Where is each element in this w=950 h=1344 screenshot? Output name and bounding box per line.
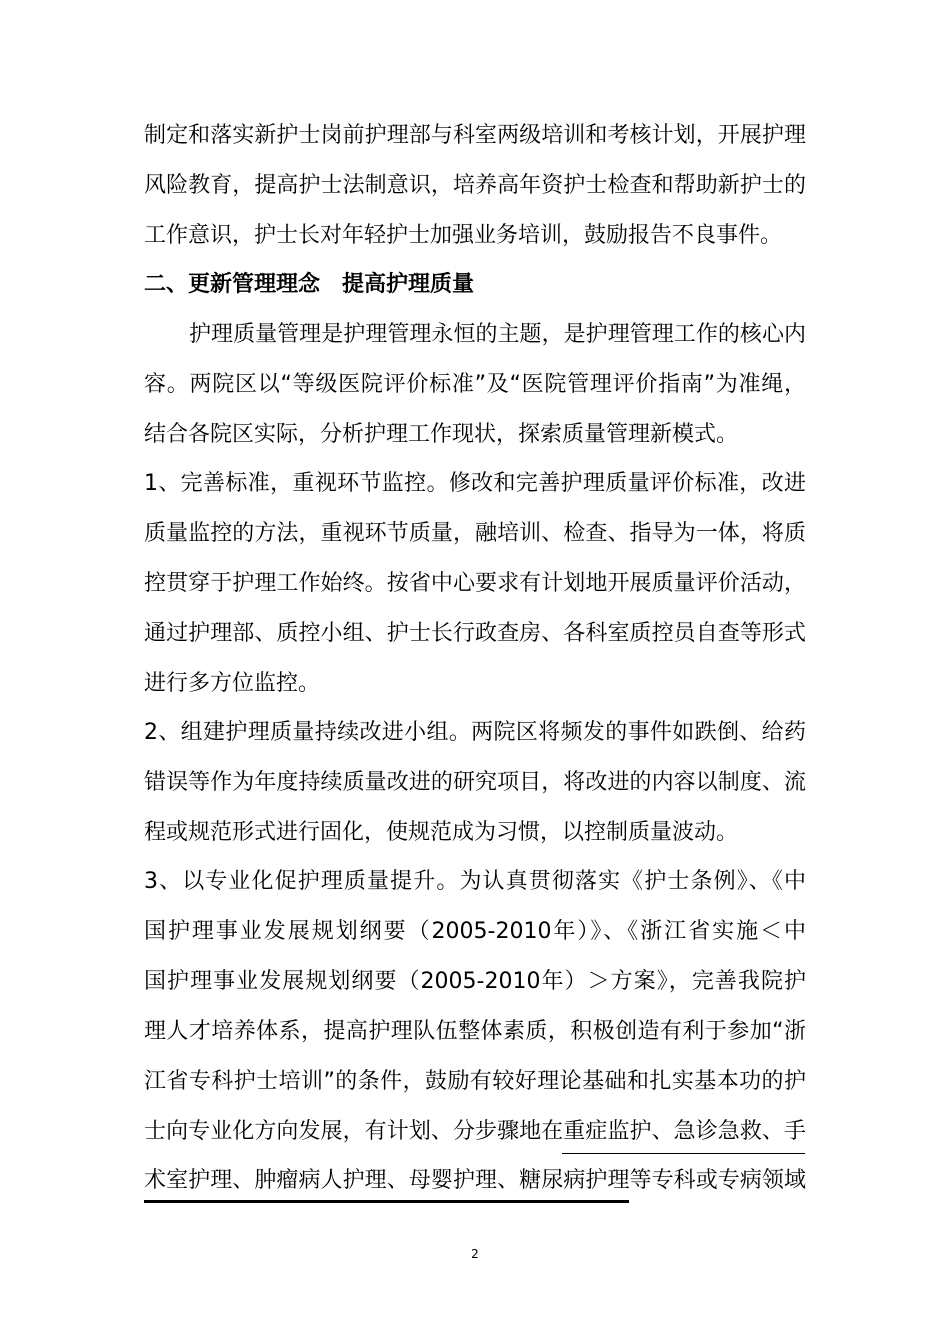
list-item-line: 控贯穿于护理工作始终。按省中心要求有计划地开展质量评价活动， bbox=[144, 571, 806, 596]
page-number: 2 bbox=[471, 1247, 479, 1261]
list-item-line: 程或规范形式进行固化，使规范成为习惯，以控制质量波动。 bbox=[144, 820, 739, 845]
list-item-line: 2、组建护理质量持续改进小组。两院区将频发的事件如跌倒、给药 bbox=[144, 720, 806, 745]
paragraph-line: 制定和落实新护士岗前护理部与科室两级培训和考核计划，开展护理 bbox=[144, 123, 806, 148]
list-item-line: 国护理事业发展规划纲要（2005-2010年）＞方案》，完善我院护 bbox=[144, 969, 806, 994]
paragraph-line: 容。两院区以“等级医院评价标准”及“医院管理评价指南”为准绳， bbox=[144, 372, 806, 397]
list-item-line: 士向专业化方向发展，有计划、分步骤地在重症监护、急诊急救、手 bbox=[144, 1119, 806, 1144]
list-item-line: 1、完善标准，重视环节监控。修改和完善护理质量评价标准，改进 bbox=[144, 471, 806, 496]
list-item-line: 错误等作为年度持续质量改进的研究项目，将改进的内容以制度、流 bbox=[144, 770, 806, 795]
list-item-line: 术室护理、肿瘤病人护理、母婴护理、糖尿病护理等专科或专病领域 bbox=[144, 1168, 806, 1193]
paragraph-line: 风险教育，提高护士法制意识，培养高年资护士检查和帮助新护士的 bbox=[144, 173, 806, 198]
paragraph-line: 结合各院区实际，分析护理工作现状，探索质量管理新模式。 bbox=[144, 422, 739, 447]
separator-line-thin bbox=[562, 1153, 805, 1154]
list-item-line: 进行多方位监控。 bbox=[144, 671, 321, 696]
list-item-line: 国护理事业发展规划纲要（2005-2010年）》、《浙江省实施＜中 bbox=[144, 919, 806, 944]
list-item-line: 通过护理部、质控小组、护士长行政查房、各科室质控员自查等形式 bbox=[144, 621, 806, 646]
section-heading: 二、更新管理理念 提高护理质量 bbox=[144, 272, 475, 297]
list-item-line: 江省专科护士培训”的条件，鼓励有较好理论基础和扎实基本功的护 bbox=[144, 1069, 806, 1094]
list-item-line: 质量监控的方法，重视环节质量，融培训、检查、指导为一体，将质 bbox=[144, 521, 806, 546]
separator-line-thick bbox=[144, 1200, 629, 1203]
paragraph-line: 护理质量管理是护理管理永恒的主题，是护理管理工作的核心内 bbox=[189, 322, 806, 347]
paragraph-line: 工作意识，护士长对年轻护士加强业务培训，鼓励报告不良事件。 bbox=[144, 223, 783, 248]
list-item-line: 理人才培养体系，提高护理队伍整体素质，积极创造有利于参加“浙 bbox=[144, 1019, 806, 1044]
list-item-line: 3、以专业化促护理质量提升。为认真贯彻落实《护士条例》、《中 bbox=[144, 869, 806, 894]
